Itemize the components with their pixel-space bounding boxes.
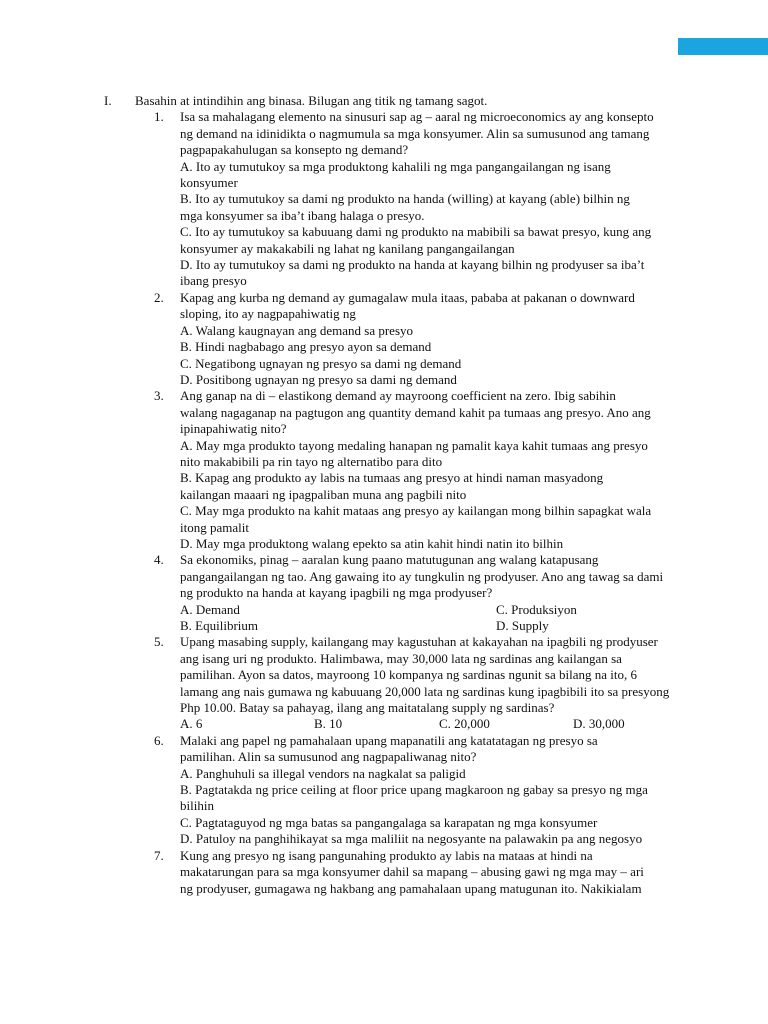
- choice-b: B. Kapag ang produkto ay labis na tumaas ang presyo at hindi naman masyadong kailangan maaari ng ipagpaliban muna ang pagbili nito: [180, 470, 604, 502]
- question-2: [154, 290, 654, 388]
- question-text: Isa sa mahalagang elemento na sinusuri sap ag – aaral ng microeconomics ay ang konsepto ng demand na idinidikta o nagmumula sa mga konsyumer. Alin sa sumusunod ang tamang pagpapakahulugan sa konsepto ng demand?: [180, 109, 654, 158]
- choice-b: B. Ito ay tumutukoy sa dami ng produkto na handa (willing) at kayang (able) bilhin ng mga konsyumer sa iba’t ibang halaga o presyo.: [180, 191, 630, 223]
- choice-d: D. 30,000: [573, 716, 625, 732]
- question-text: Ang ganap na di – elastikong demand ay mayroong coefficient na zero. Ibig sabihin walang nagaganap na pagtugon ang quantity demand kahit pa tumaas ang presyo. Ano ang ipinapahiwatig nito?: [180, 388, 651, 437]
- question-number: 4.: [154, 552, 164, 568]
- question-text: Malaki ang papel ng pamahalaan upang mapanatili ang katatatagan ng presyo sa pamilihan. Alin sa sumusunod ang nagpapaliwanag nito?: [180, 732, 598, 765]
- choice-d: D. May mga produktong walang epekto sa atin kahit hindi natin ito bilhin: [180, 535, 564, 551]
- question-number: 3.: [154, 388, 164, 404]
- choice-c: C. Produksiyon: [496, 601, 577, 617]
- question-number: 5.: [154, 634, 164, 650]
- question-list: [154, 109, 670, 897]
- question-body: [180, 848, 654, 897]
- choice-c: C. May mga produkto na kahit mataas ang presyo ay kailangan mong bilhin sapagkat wala itong pamalit: [180, 503, 652, 535]
- question-text: Upang masabing supply, kailangang may kagustuhan at kakayahan na ipagbili ng prodyuser ang isang uri ng produkto. Halimbawa, may 30,000 lata ng sardinas ang kailangan sa pamilihan. Ayon sa datos, mayroong 10 kompanya ng sardinas ngunit sa bilang na ito, 6 lamang ang nais gumawa ng kabuuang 20,000 lata ng sardinas kung ipagbibili ito sa presyong Php 10.00. Batay sa pahayag, ilang ang maitatalang supply ng sardinas?: [180, 634, 670, 716]
- question-1: [154, 109, 654, 289]
- choice-grid: [180, 602, 676, 635]
- question-body: [180, 290, 654, 388]
- quiz-section: [104, 93, 704, 897]
- question-text: Kapag ang kurba ng demand ay gumagalaw mula itaas, pababa at pakanan o downward sloping, ito ay nagpapahiwatig ng: [180, 289, 635, 322]
- section-numeral: I.: [104, 93, 112, 108]
- question-body: [180, 388, 654, 552]
- choice-a: A. Ito ay tumutukoy sa mga produktong kahalili ng mga pangangailangan ng isang konsyumer: [180, 158, 611, 191]
- header-accent-bar: [678, 38, 768, 55]
- choice-c: C. Ito ay tumutukoy sa kabuuang dami ng produkto na mabibili sa bawat presyo, kung ang konsyumer ay makakabili ng lahat ng kanilang pangangailangan: [180, 224, 652, 256]
- choice-a: A. May mga produkto tayong medaling hanapan ng pamalit kaya kahit tumaas ang presyo nito makabibili pa rin tayo ng alternatibo para dito: [180, 437, 648, 469]
- choice-b: B. Pagtatakda ng price ceiling at floor price upang magkaroon ng gabay sa presyo ng mga bilihin: [180, 782, 648, 814]
- choice-c: C. Negatibong ugnayan ng presyo sa dami ng demand: [180, 355, 462, 371]
- question-5: [154, 634, 670, 732]
- choice-b: B. 10: [314, 716, 343, 732]
- question-4: [154, 552, 664, 634]
- choice-a: A. 6: [180, 716, 203, 732]
- choice-row: [180, 716, 676, 732]
- question-body: [180, 109, 654, 289]
- question-6: [154, 733, 654, 848]
- section-header: [104, 93, 704, 109]
- question-number: 6.: [154, 732, 164, 748]
- question-number: 1.: [154, 109, 164, 125]
- question-7: [154, 848, 654, 897]
- question-body: [180, 634, 676, 732]
- question-text: Sa ekonomiks, pinag – aaralan kung paano matutugunan ang walang katapusang pangangailangan ng tao. Ang gawaing ito ay tungkulin ng prodyuser. Ano ang tawag sa dami ng produkto na handa at kayang ipagbili ng mga prodyuser?: [180, 552, 664, 601]
- choice-d: D. Positibong ugnayan ng presyo sa dami ng demand: [180, 371, 457, 387]
- section-instruction: Basahin at intindihin ang binasa. Bilugan ang titik ng tamang sagot.: [135, 93, 488, 108]
- choice-c: C. 20,000: [439, 716, 490, 732]
- question-body: [180, 552, 676, 634]
- choice-d: D. Supply: [496, 618, 549, 633]
- question-number: 7.: [154, 847, 164, 863]
- question-number: 2.: [154, 289, 164, 305]
- question-3: [154, 388, 654, 552]
- choice-b: B. Hindi nagbabago ang presyo ayon sa demand: [180, 339, 432, 355]
- choice-a: A. Demand: [180, 601, 240, 617]
- choice-d: D. Patuloy na panghihikayat sa mga maliliit na negosyante na palawakin pa ang negosyo: [180, 831, 643, 847]
- question-text: Kung ang presyo ng isang pangunahing produkto ay labis na mataas at hindi na makatarungan para sa mga konsyumer dahil sa mapang – abusing gawi ng mga may – ari ng prodyuser, gumagawa ng hakbang ang pamahalaan upang matugunan ito. Nakikialam: [180, 847, 644, 896]
- choice-a: A. Panghuhuli sa illegal vendors na nagkalat sa paligid: [180, 765, 466, 781]
- choice-d: D. Ito ay tumutukoy sa dami ng produkto na handa at kayang bilhin ng prodyuser sa iba’t ibang presyo: [180, 257, 645, 289]
- question-body: [180, 733, 654, 848]
- choice-b: B. Equilibrium: [180, 618, 258, 633]
- choice-c: C. Pagtataguyod ng mga batas sa pangangalaga sa karapatan ng mga konsyumer: [180, 814, 598, 830]
- choice-a: A. Walang kaugnayan ang demand sa presyo: [180, 322, 414, 338]
